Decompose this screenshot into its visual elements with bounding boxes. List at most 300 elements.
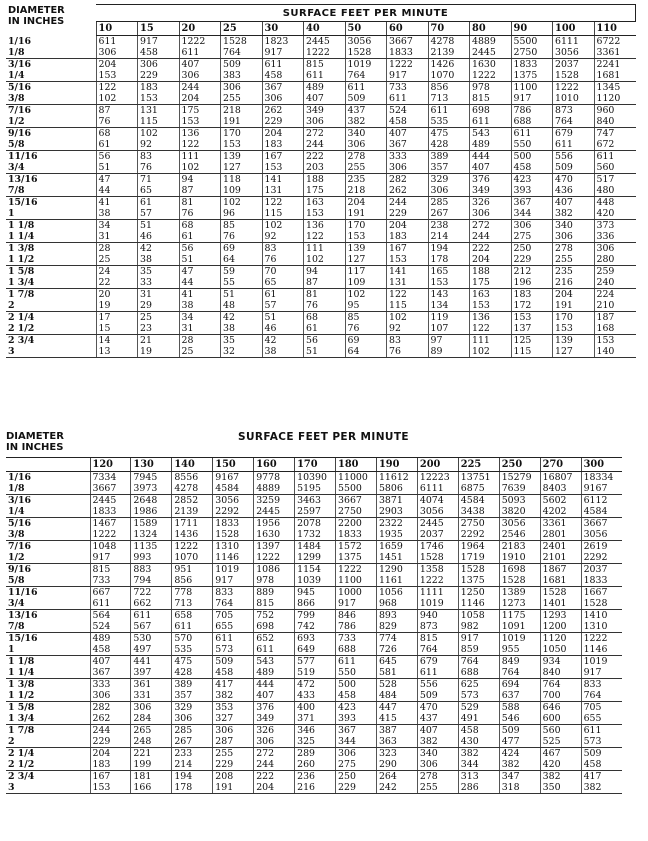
speed-header-cell: 140 — [172, 458, 213, 472]
rpm-value-cell: 69 — [221, 243, 263, 255]
table-row — [6, 656, 622, 668]
diameter-cell: 1 1/4 — [6, 231, 96, 243]
diameter-cell: 3/8 — [6, 93, 96, 105]
speed-header-row — [6, 22, 636, 36]
rpm-value-cell: 1528 — [553, 70, 595, 82]
table-row — [6, 782, 622, 794]
rpm-value-cell: 134 — [428, 300, 470, 312]
rpm-value-cell: 196 — [511, 277, 553, 289]
rpm-value-cell: 1273 — [499, 598, 540, 610]
rpm-value-cell: 61 — [262, 289, 304, 301]
diameter-cell: 1 7/8 — [8, 725, 35, 736]
rpm-value-cell: 44 — [179, 277, 221, 289]
rpm-value-cell: 2139 — [428, 47, 470, 59]
rpm-value-cell: 2183 — [499, 541, 540, 553]
rpm-value-cell: 136 — [470, 312, 512, 324]
rpm-value-cell: 35 — [221, 335, 263, 347]
rpm-value-cell: 611 — [304, 70, 346, 82]
rpm-value-cell: 242 — [376, 782, 417, 794]
rpm-value-cell: 25 — [179, 346, 221, 358]
diameter-cell: 1 1/8 — [8, 220, 35, 231]
rpm-value-cell: 336 — [594, 231, 636, 243]
rpm-value-cell: 611 — [594, 151, 636, 163]
rpm-value-cell: 3361 — [540, 518, 581, 530]
rpm-value-cell: 382 — [213, 690, 254, 702]
rpm-value-cell: 278 — [553, 243, 595, 255]
rpm-value-cell: 528 — [376, 679, 417, 691]
rpm-value-cell: 517 — [594, 174, 636, 186]
rpm-value-cell: 31 — [179, 323, 221, 335]
rpm-value-cell: 658 — [172, 610, 213, 622]
rpm-value-cell: 1659 — [376, 541, 417, 553]
speed-header-cell: 60 — [387, 22, 429, 36]
rpm-value-cell: 458 — [90, 644, 131, 656]
rpm-value-cell: 1010 — [553, 93, 595, 105]
rpm-value-cell: 4278 — [428, 36, 470, 48]
rpm-value-cell: 611 — [470, 116, 512, 128]
rpm-value-cell: 2292 — [458, 529, 499, 541]
rpm-value-cell: 693 — [295, 633, 336, 645]
rpm-value-cell: 10390 — [295, 472, 336, 484]
rpm-value-cell: 31 — [96, 231, 138, 243]
rpm-value-cell: 1833 — [511, 59, 553, 71]
rpm-value-cell: 4278 — [172, 483, 213, 495]
rpm-value-cell: 713 — [428, 93, 470, 105]
rpm-value-cell: 581 — [376, 667, 417, 679]
rpm-value-cell: 167 — [262, 151, 304, 163]
rpm-value-cell: 672 — [594, 139, 636, 151]
rpm-value-cell: 1711 — [172, 518, 213, 530]
rpm-value-cell: 76 — [387, 346, 429, 358]
rpm-value-cell: 722 — [131, 587, 172, 599]
rpm-value-cell: 117 — [345, 266, 387, 278]
rpm-value-cell: 573 — [213, 644, 254, 656]
table-row — [6, 151, 636, 163]
table-row — [6, 506, 622, 518]
rpm-value-cell: 367 — [387, 139, 429, 151]
rpm-value-cell: 833 — [213, 587, 254, 599]
rpm-value-cell: 1956 — [254, 518, 295, 530]
table-row — [6, 529, 622, 541]
rpm-value-cell: 1070 — [172, 552, 213, 564]
rpm-value-cell: 111 — [304, 243, 346, 255]
rpm-value-cell: 1375 — [458, 575, 499, 587]
rpm-value-cell: 982 — [458, 621, 499, 633]
rpm-value-cell: 509 — [221, 59, 263, 71]
rpm-value-cell: 3871 — [376, 495, 417, 507]
diameter-cell: 2 1/4 — [8, 312, 35, 323]
rpm-value-cell: 1175 — [499, 610, 540, 622]
rpm-value-cell: 420 — [540, 759, 581, 771]
table-row — [6, 162, 636, 174]
rpm-value-cell: 799 — [295, 610, 336, 622]
rpm-value-cell: 57 — [138, 208, 180, 220]
rpm-value-cell: 125 — [511, 335, 553, 347]
rpm-value-cell: 1111 — [417, 587, 458, 599]
rpm-value-cell: 286 — [458, 782, 499, 794]
rpm-value-cell: 917 — [262, 47, 304, 59]
rpm-value-cell: 655 — [581, 713, 622, 725]
rpm-value-cell: 235 — [345, 174, 387, 186]
rpm-value-cell: 543 — [470, 128, 512, 140]
rpm-value-cell: 400 — [295, 702, 336, 714]
table-row — [6, 254, 636, 266]
rpm-value-cell: 883 — [131, 564, 172, 576]
rpm-value-cell: 3056 — [345, 36, 387, 48]
table-row — [6, 690, 622, 702]
table-row — [6, 185, 636, 197]
diameter-cell: 1/16 — [8, 35, 31, 47]
rpm-value-cell: 340 — [553, 220, 595, 232]
diameter-cell: 13/16 — [8, 174, 38, 185]
rpm-value-cell: 41 — [179, 289, 221, 301]
rpm-value-cell: 698 — [470, 105, 512, 117]
top-table-body — [6, 36, 636, 358]
rpm-value-cell: 733 — [90, 575, 131, 587]
rpm-value-cell: 333 — [387, 151, 429, 163]
rpm-value-cell: 1528 — [581, 598, 622, 610]
rpm-value-cell: 3667 — [336, 495, 377, 507]
rpm-value-cell: 679 — [553, 128, 595, 140]
rpm-value-cell: 437 — [345, 105, 387, 117]
rpm-value-cell: 407 — [553, 197, 595, 209]
rpm-value-cell: 2200 — [336, 518, 377, 530]
rpm-value-cell: 229 — [387, 208, 429, 220]
rpm-value-cell: 51 — [138, 220, 180, 232]
rpm-value-cell: 1935 — [376, 529, 417, 541]
rpm-value-cell: 2445 — [470, 47, 512, 59]
rpm-value-cell: 2648 — [131, 495, 172, 507]
speed-header-cell: 180 — [336, 458, 377, 472]
rpm-value-cell: 131 — [387, 277, 429, 289]
bottom-speed-table — [6, 457, 622, 794]
rpm-value-cell: 1823 — [262, 36, 304, 48]
rpm-value-cell: 153 — [511, 312, 553, 324]
rpm-value-cell: 444 — [470, 151, 512, 163]
rpm-value-cell: 267 — [172, 736, 213, 748]
rpm-value-cell: 387 — [376, 725, 417, 737]
speed-header-cell: 130 — [131, 458, 172, 472]
rpm-value-cell: 428 — [428, 139, 470, 151]
rpm-value-cell: 51 — [96, 162, 138, 174]
rpm-value-cell: 2619 — [581, 541, 622, 553]
rpm-value-cell: 367 — [262, 82, 304, 94]
rpm-value-cell: 774 — [376, 633, 417, 645]
rpm-value-cell: 6111 — [553, 36, 595, 48]
rpm-value-cell: 153 — [345, 231, 387, 243]
rpm-value-cell: 458 — [336, 690, 377, 702]
rpm-value-cell: 361 — [131, 679, 172, 691]
rpm-value-cell: 1467 — [90, 518, 131, 530]
rpm-value-cell: 611 — [581, 725, 622, 737]
rpm-value-cell: 567 — [131, 621, 172, 633]
rpm-value-cell: 458 — [387, 116, 429, 128]
rpm-value-cell: 815 — [254, 598, 295, 610]
rpm-value-cell: 407 — [254, 690, 295, 702]
rpm-value-cell: 389 — [172, 679, 213, 691]
diameter-cell: 1/8 — [6, 483, 90, 495]
diameter-cell: 7/8 — [6, 185, 96, 197]
rpm-value-cell: 163 — [470, 289, 512, 301]
rpm-value-cell: 917 — [458, 633, 499, 645]
rpm-value-cell: 444 — [254, 679, 295, 691]
rpm-value-cell: 76 — [138, 162, 180, 174]
rpm-value-cell: 244 — [179, 82, 221, 94]
rpm-value-cell: 917 — [90, 552, 131, 564]
rpm-value-cell: 191 — [553, 300, 595, 312]
rpm-value-cell: 76 — [96, 116, 138, 128]
rpm-value-cell: 191 — [213, 782, 254, 794]
rpm-value-cell: 407 — [470, 162, 512, 174]
rpm-value-cell: 11612 — [376, 472, 417, 484]
rpm-value-cell: 1222 — [179, 36, 221, 48]
rpm-value-cell: 71 — [138, 174, 180, 186]
rpm-value-cell: 856 — [172, 575, 213, 587]
rpm-value-cell: 458 — [511, 162, 553, 174]
rpm-value-cell: 407 — [387, 128, 429, 140]
rpm-value-cell: 1401 — [540, 598, 581, 610]
diameter-cell: 11/16 — [8, 587, 38, 598]
rpm-value-cell: 76 — [221, 231, 263, 243]
speed-header-cell: 150 — [213, 458, 254, 472]
rpm-value-cell: 65 — [138, 185, 180, 197]
rpm-value-cell: 264 — [376, 771, 417, 783]
rpm-value-cell: 34 — [96, 220, 138, 232]
rpm-value-cell: 688 — [511, 116, 553, 128]
rpm-value-cell: 1572 — [336, 541, 377, 553]
rpm-value-cell: 76 — [345, 323, 387, 335]
rpm-value-cell: 1833 — [336, 529, 377, 541]
rpm-value-cell: 131 — [138, 105, 180, 117]
rpm-value-cell: 244 — [387, 197, 429, 209]
rpm-value-cell: 244 — [254, 759, 295, 771]
rpm-value-cell: 349 — [254, 713, 295, 725]
rpm-value-cell: 357 — [172, 690, 213, 702]
speed-header-cell: 100 — [553, 22, 595, 36]
rpm-value-cell: 1039 — [295, 575, 336, 587]
rpm-value-cell: 92 — [138, 139, 180, 151]
rpm-value-cell: 382 — [553, 208, 595, 220]
rpm-value-cell: 282 — [387, 174, 429, 186]
rpm-value-cell: 187 — [594, 312, 636, 324]
table-row — [6, 208, 636, 220]
rpm-value-cell: 815 — [90, 564, 131, 576]
rpm-value-cell: 840 — [540, 667, 581, 679]
rpm-value-cell: 87 — [96, 105, 138, 117]
rpm-value-cell: 458 — [262, 70, 304, 82]
rpm-value-cell: 115 — [511, 346, 553, 358]
rpm-value-cell: 441 — [131, 656, 172, 668]
table-row — [6, 243, 636, 255]
rpm-value-cell: 153 — [221, 139, 263, 151]
rpm-value-cell: 1528 — [345, 47, 387, 59]
rpm-value-cell: 1299 — [295, 552, 336, 564]
rpm-value-cell: 287 — [213, 736, 254, 748]
rpm-value-cell: 9167 — [581, 483, 622, 495]
rpm-value-cell: 500 — [511, 151, 553, 163]
rpm-value-cell: 1589 — [131, 518, 172, 530]
rpm-value-cell: 204 — [96, 59, 138, 71]
rpm-value-cell: 15279 — [499, 472, 540, 484]
diameter-cell: 5/16 — [8, 518, 31, 529]
table-row — [6, 289, 636, 301]
rpm-value-cell: 393 — [511, 185, 553, 197]
rpm-value-cell: 611 — [213, 633, 254, 645]
rpm-value-cell: 153 — [304, 208, 346, 220]
rpm-value-cell: 2101 — [540, 552, 581, 564]
diameter-cell: 9/16 — [8, 128, 31, 139]
diameter-cell: 1 7/8 — [8, 289, 35, 300]
rpm-value-cell: 285 — [172, 725, 213, 737]
rpm-value-cell: 1146 — [213, 552, 254, 564]
rpm-value-cell: 127 — [553, 346, 595, 358]
rpm-value-cell: 13751 — [458, 472, 499, 484]
rpm-value-cell: 34 — [179, 312, 221, 324]
rpm-value-cell: 167 — [387, 243, 429, 255]
rpm-value-cell: 260 — [295, 759, 336, 771]
rpm-value-cell: 165 — [428, 266, 470, 278]
rpm-value-cell: 5500 — [336, 483, 377, 495]
diameter-cell: 1/2 — [6, 116, 96, 128]
rpm-value-cell: 978 — [254, 575, 295, 587]
rpm-value-cell: 244 — [90, 725, 131, 737]
table-row — [6, 70, 636, 82]
rpm-value-cell: 102 — [470, 346, 512, 358]
diameter-cell: 9/16 — [8, 564, 31, 575]
rpm-value-cell: 218 — [345, 185, 387, 197]
rpm-value-cell: 570 — [172, 633, 213, 645]
rpm-value-cell: 3667 — [90, 483, 131, 495]
rpm-value-cell: 417 — [581, 771, 622, 783]
rpm-value-cell: 289 — [295, 748, 336, 760]
rpm-value-cell: 122 — [304, 231, 346, 243]
rpm-value-cell: 140 — [594, 346, 636, 358]
rpm-value-cell: 222 — [254, 771, 295, 783]
rpm-value-cell: 389 — [428, 151, 470, 163]
rpm-value-cell: 2597 — [295, 506, 336, 518]
rpm-value-cell: 363 — [376, 736, 417, 748]
rpm-value-cell: 1100 — [511, 82, 553, 94]
rpm-value-cell: 652 — [254, 633, 295, 645]
rpm-value-cell: 2139 — [172, 506, 213, 518]
rpm-value-cell: 306 — [470, 208, 512, 220]
rpm-value-cell: 467 — [540, 748, 581, 760]
diameter-cell: 2 — [6, 736, 90, 748]
rpm-value-cell: 68 — [179, 220, 221, 232]
rpm-value-cell: 611 — [387, 93, 429, 105]
diameter-cell: 1/4 — [6, 70, 96, 82]
rpm-value-cell: 420 — [594, 208, 636, 220]
rpm-value-cell: 33 — [138, 277, 180, 289]
rpm-value-cell: 733 — [387, 82, 429, 94]
rpm-value-cell: 344 — [458, 759, 499, 771]
speed-header-cell: 200 — [417, 458, 458, 472]
rpm-value-cell: 313 — [458, 771, 499, 783]
rpm-value-cell: 1746 — [417, 541, 458, 553]
rpm-value-cell: 849 — [499, 656, 540, 668]
rpm-value-cell: 6875 — [458, 483, 499, 495]
rpm-value-cell: 2445 — [417, 518, 458, 530]
rpm-value-cell: 742 — [295, 621, 336, 633]
rpm-value-cell: 458 — [138, 47, 180, 59]
table-row — [6, 702, 622, 714]
rpm-value-cell: 29 — [138, 300, 180, 312]
table-row — [6, 472, 622, 484]
rpm-value-cell: 6722 — [594, 36, 636, 48]
rpm-value-cell: 5602 — [540, 495, 581, 507]
table-row — [6, 82, 636, 94]
rpm-value-cell: 726 — [376, 644, 417, 656]
rpm-value-cell: 1964 — [458, 541, 499, 553]
rpm-value-cell: 3259 — [254, 495, 295, 507]
table-row — [6, 644, 622, 656]
rpm-value-cell: 778 — [172, 587, 213, 599]
rpm-value-cell: 229 — [213, 759, 254, 771]
rpm-value-cell: 109 — [221, 185, 263, 197]
rpm-value-cell: 764 — [213, 598, 254, 610]
diameter-cell: 1 3/4 — [6, 277, 96, 289]
rpm-value-cell: 866 — [295, 598, 336, 610]
rpm-value-cell: 1667 — [581, 587, 622, 599]
rpm-value-cell: 564 — [90, 610, 131, 622]
rpm-value-cell: 4889 — [254, 483, 295, 495]
rpm-value-cell: 611 — [262, 59, 304, 71]
speed-header-cell: 50 — [345, 22, 387, 36]
rpm-value-cell: 873 — [553, 105, 595, 117]
diameter-cell: 1/16 — [8, 472, 31, 483]
rpm-value-cell: 873 — [417, 621, 458, 633]
diameter-cell: 3/4 — [6, 162, 96, 174]
rpm-value-cell: 6111 — [417, 483, 458, 495]
rpm-value-cell: 530 — [131, 633, 172, 645]
rpm-value-cell: 3973 — [131, 483, 172, 495]
rpm-value-cell: 188 — [470, 266, 512, 278]
rpm-value-cell: 968 — [376, 598, 417, 610]
rpm-value-cell: 859 — [458, 644, 499, 656]
rpm-value-cell: 367 — [511, 197, 553, 209]
rpm-value-cell: 19 — [96, 300, 138, 312]
rpm-value-cell: 204 — [254, 782, 295, 794]
table-row — [6, 575, 622, 587]
rpm-value-cell: 1250 — [458, 587, 499, 599]
rpm-value-cell: 1528 — [213, 529, 254, 541]
rpm-value-cell: 1528 — [417, 552, 458, 564]
rpm-value-cell: 1086 — [254, 564, 295, 576]
rpm-value-cell: 28 — [179, 335, 221, 347]
rpm-value-cell: 625 — [458, 679, 499, 691]
rpm-value-cell: 764 — [581, 690, 622, 702]
rpm-value-cell: 275 — [336, 759, 377, 771]
rpm-value-cell: 70 — [262, 266, 304, 278]
rpm-value-cell: 382 — [417, 736, 458, 748]
rpm-value-cell: 323 — [376, 748, 417, 760]
rpm-value-cell: 829 — [376, 621, 417, 633]
rpm-value-cell: 122 — [179, 139, 221, 151]
rpm-value-cell: 4584 — [581, 506, 622, 518]
table-row — [6, 736, 622, 748]
diameter-cell: 3/16 — [8, 59, 31, 70]
rpm-value-cell: 306 — [90, 690, 131, 702]
rpm-value-cell: 611 — [172, 621, 213, 633]
rpm-value-cell: 41 — [96, 197, 138, 209]
rpm-value-cell: 573 — [581, 736, 622, 748]
rpm-value-cell: 167 — [90, 771, 131, 783]
diameter-cell: 15/16 — [8, 633, 38, 644]
rpm-value-cell: 376 — [254, 702, 295, 714]
rpm-value-cell: 611 — [345, 82, 387, 94]
rpm-value-cell: 2037 — [417, 529, 458, 541]
rpm-value-cell: 694 — [499, 679, 540, 691]
